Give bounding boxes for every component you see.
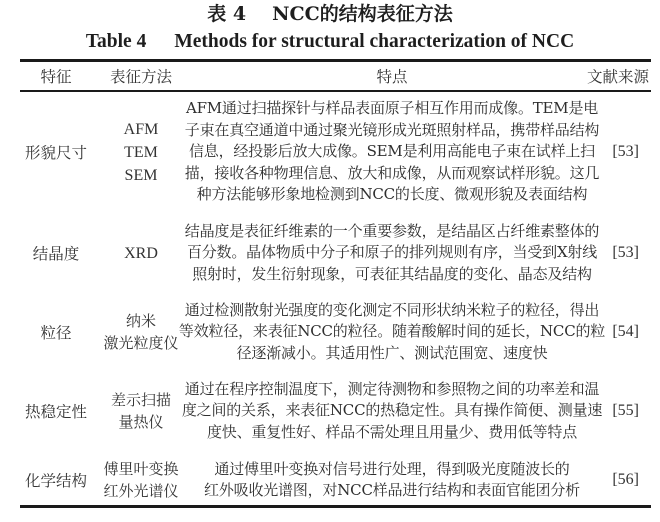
table-caption-en (0, 29, 660, 55)
table-header-row (20, 62, 651, 90)
header-method: 表征方法 (109, 68, 172, 86)
description-line: 种方法能够形象地检测到NCC的长度、微观形貌及表面结构 (196, 185, 588, 204)
table-number-en: Table 4 (85, 31, 147, 52)
description-cell (184, 217, 600, 289)
feature-cell: 粒径 (40, 324, 72, 342)
description-line: 子束在真空通道中通过聚光镜形成光斑照射样品，携带样品结构 (184, 120, 600, 139)
table-title-en: Methods for structural characterization of NCC (174, 31, 575, 52)
table-row (20, 296, 651, 368)
reference-cell: [54] (612, 323, 639, 340)
table-caption-cn (0, 1, 660, 27)
description-line: 信息，经投影后放大成像。SEM是利用高能电子束在试样上扫 (189, 142, 595, 161)
description-line: 结晶度是表征纤维素的一个重要参数，是结晶区占纤维素整体的 (184, 221, 600, 240)
feature-cell: 结晶度 (32, 245, 80, 263)
table-row (20, 454, 651, 506)
description-line: 通过傅里叶变换对信号进行处理，得到吸光度随波长的 (214, 459, 570, 478)
feature-cell: 热稳定性 (24, 403, 87, 421)
description-line: 照射时，发生衍射现象，可表征其结晶度的变化、晶态及结构 (192, 264, 592, 283)
description-line: 通过在程序控制温度下，测定待测物和参照物之间的功率差和温 (184, 379, 600, 398)
table-row (20, 217, 651, 289)
description-line: 红外吸收光谱图，对NCC样品进行结构和表面官能团分析 (204, 481, 580, 499)
reference-cell: [53] (612, 143, 639, 160)
method-line: 激光粒度仪 (103, 334, 179, 352)
header-description: 特点 (376, 68, 408, 86)
header-feature: 特征 (40, 68, 72, 86)
description-line: 度快、重复性好、样品不需处理且用量少、费用低等特点 (207, 422, 578, 441)
method-line: 纳米 (125, 312, 156, 330)
method-line: AFM (123, 120, 159, 138)
description-cell (181, 375, 603, 447)
description-cell (184, 93, 600, 211)
table-row (20, 93, 651, 211)
method-line: 量热仪 (118, 413, 164, 431)
header-reference: 文献来源 (586, 68, 649, 86)
reference-cell: [53] (612, 244, 639, 261)
description-line: 通过检测散射光强度的变化测定不同形状纳米粒子的粒径，得出 (184, 300, 600, 319)
description-line: AFM通过扫描探针与样品表面原子相互作用而成像。TEM是电 (185, 99, 599, 118)
feature-cell: 形貌尺寸 (24, 144, 87, 162)
method-line: 傅里叶变换 (103, 460, 179, 478)
description-line: 径逐渐减小。其适用性广、测试范围宽、速度快 (236, 343, 548, 362)
description-cell (178, 296, 606, 368)
method-line: 红外光谱仪 (103, 482, 179, 500)
feature-cell: 化学结构 (24, 472, 87, 490)
description-line: 等效粒径，来表征NCC的粒径。随着酸解时间的延长，NCC的粒 (178, 322, 606, 341)
method-cell (92, 296, 190, 368)
method-cell (92, 375, 190, 447)
method-cell (92, 93, 190, 211)
table-number-cn: 表 4 (207, 3, 247, 25)
description-line: 描，接收各种物理信息、放大和成像，从而观察试样形貌。这几 (184, 163, 600, 182)
method-line: TEM (124, 143, 158, 161)
method-line: SEM (124, 166, 158, 184)
description-line: 度之间的关系，来表征NCC的热稳定性。具有操作简便、测量速 (181, 401, 603, 420)
table-title-cn: NCC的结构表征方法 (272, 3, 453, 25)
method-line: XRD (124, 244, 158, 262)
description-cell (188, 454, 596, 506)
method-cell (92, 217, 190, 289)
table-row (20, 375, 651, 447)
description-line: 百分数。晶体物质中分子和原子的排列规则有序，当受到X射线 (186, 243, 598, 262)
header-rule (20, 90, 651, 92)
reference-cell: [56] (612, 471, 639, 488)
reference-cell: [55] (612, 402, 639, 419)
method-cell (92, 454, 190, 506)
method-line: 差示扫描 (110, 391, 171, 409)
